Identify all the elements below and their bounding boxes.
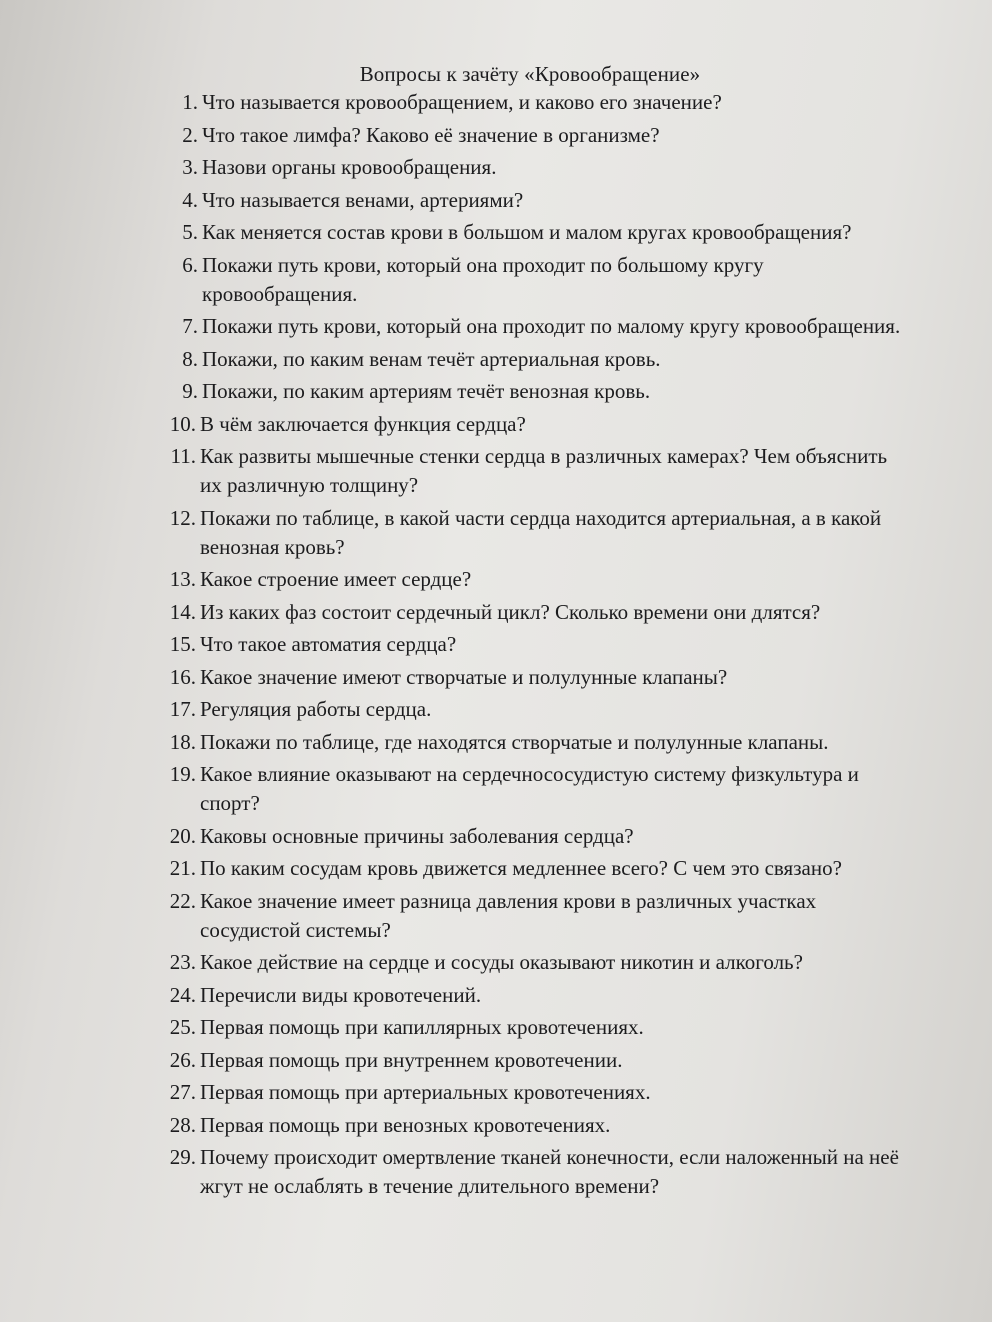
question-text: Первая помощь при венозных кровотечениях. (200, 1112, 611, 1137)
question-text: Первая помощь при внутреннем кровотечении. (200, 1047, 623, 1072)
question-number: 22. (169, 888, 196, 913)
question-text: Покажи путь крови, который она проходит по большому кругу кровообращения. (202, 252, 764, 306)
question-number: 20. (169, 823, 196, 848)
question-number: 1. (182, 90, 198, 114)
question-text: Из каких фаз состоит сердечный цикл? Сколько времени они длятся? (200, 599, 821, 624)
question-text: Какое значение имеет разница давления крови в различных участках сосудистой системы? (200, 888, 817, 942)
question-item (150, 854, 910, 883)
question-item (150, 251, 910, 309)
question-text: Как меняется состав крови в большом и малом кругах кровообращения? (202, 220, 852, 244)
question-text: Покажи путь крови, который она проходит по малому кругу кровообращения. (202, 314, 901, 338)
question-number: 24. (169, 982, 196, 1007)
question-list (150, 88, 910, 1205)
question-number: 23. (169, 950, 196, 974)
question-item (150, 186, 910, 215)
question-item (150, 565, 910, 594)
question-number: 16. (169, 664, 196, 689)
question-item (150, 760, 910, 818)
question-number: 7. (182, 314, 198, 338)
question-text: Регуляция работы сердца. (200, 697, 432, 721)
question-number: 26. (169, 1047, 196, 1072)
question-number: 10. (169, 411, 196, 436)
question-number: 6. (182, 252, 198, 277)
question-text: Перечисли виды кровотечений. (200, 982, 482, 1007)
question-number: 19. (169, 762, 196, 786)
question-item (150, 1111, 910, 1140)
question-number: 28. (169, 1112, 196, 1137)
question-text: Первая помощь при капиллярных кровотечениях. (200, 1015, 644, 1039)
question-text: Покажи по таблице, где находятся створчатые и полулунные клапаны. (200, 729, 829, 754)
question-number: 4. (182, 187, 198, 212)
question-item (150, 822, 910, 851)
question-item (150, 887, 910, 945)
question-item (150, 981, 910, 1010)
question-text: Какое действие на сердце и сосуды оказывают никотин и алкоголь? (200, 950, 803, 974)
question-item (150, 218, 910, 247)
question-item (150, 1013, 910, 1042)
question-item (150, 948, 910, 977)
question-text: Что такое автоматия сердца? (200, 632, 457, 656)
document-title: Вопросы к зачёту «Кровообращение» (359, 62, 701, 86)
question-item (150, 1078, 910, 1107)
question-item (150, 442, 910, 500)
question-number: 11. (170, 444, 196, 468)
question-number: 8. (182, 346, 198, 371)
question-item (150, 504, 910, 562)
question-item (150, 377, 910, 406)
question-text: Что такое лимфа? Каково её значение в организме? (202, 122, 660, 147)
question-text: Какое строение имеет сердце? (200, 567, 472, 591)
question-text: Какое значение имеют створчатые и полулунные клапаны? (200, 664, 728, 689)
question-item (150, 153, 910, 182)
question-item (150, 88, 910, 117)
question-text: Каковы основные причины заболевания сердца? (200, 823, 634, 848)
question-text: В чём заключается функция сердца? (200, 411, 526, 436)
question-text: Назови органы кровообращения. (202, 155, 497, 179)
question-number: 29. (169, 1145, 196, 1169)
question-text: Первая помощь при артериальных кровотечениях. (200, 1080, 651, 1104)
question-item (150, 728, 910, 757)
question-text: Что называется кровообращением, и каково его значение? (202, 90, 722, 114)
question-text: Покажи по таблице, в какой части сердца находится артериальная, а в какой венозная кровь? (200, 505, 882, 559)
question-item (150, 345, 910, 374)
question-item (150, 630, 910, 659)
question-item (150, 695, 910, 724)
question-number: 2. (182, 122, 198, 147)
question-item (150, 663, 910, 692)
question-number: 13. (169, 567, 196, 591)
question-text: Почему происходит омертвление тканей конечности, если наложенный на неё жгут не ослаблять в течение длительного времени? (200, 1145, 899, 1198)
question-number: 17. (169, 697, 196, 721)
question-text: Покажи, по каким артериям течёт венозная кровь. (202, 379, 651, 403)
question-number: 12. (169, 505, 196, 530)
question-text: По каким сосудам кровь движется медленнее всего? С чем это связано? (200, 856, 842, 880)
question-number: 18. (169, 729, 196, 754)
question-item (150, 312, 910, 341)
question-item (150, 1046, 910, 1075)
question-text: Какое влияние оказывают на сердечнососудистую систему физкультура и спорт? (200, 762, 859, 815)
question-number: 15. (169, 632, 196, 656)
question-text: Что называется венами, артериями? (202, 187, 524, 212)
question-item (150, 598, 910, 627)
question-item (150, 121, 910, 150)
question-number: 5. (182, 220, 198, 244)
question-number: 9. (182, 379, 198, 403)
question-number: 21. (169, 856, 196, 880)
question-text: Как развиты мышечные стенки сердца в различных камерах? Чем объяснить их различную толщину? (200, 444, 888, 497)
question-number: 3. (182, 155, 198, 179)
question-item (150, 1143, 910, 1201)
question-number: 14. (169, 599, 196, 624)
question-number: 25. (169, 1015, 196, 1039)
question-item (150, 410, 910, 439)
question-text: Покажи, по каким венам течёт артериальная кровь. (202, 346, 661, 371)
question-number: 27. (169, 1080, 196, 1104)
